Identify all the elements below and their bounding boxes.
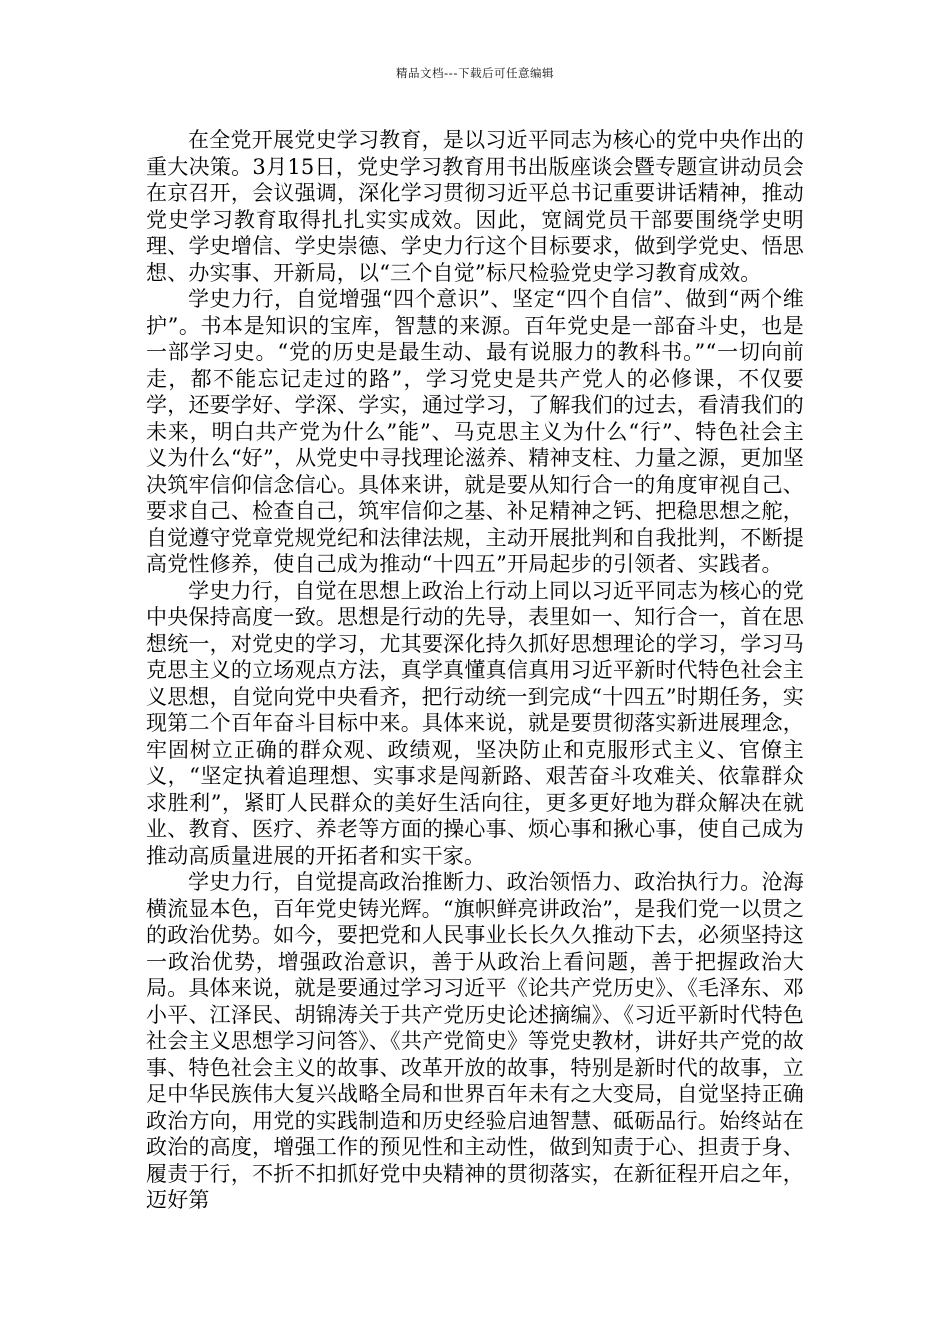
paragraph-3: 学史力行，自觉在思想上政治上行动上同以习近平同志为核心的党中央保持高度一致。思想是行动的先导，表里如一、知行合一，首在思想统一，对党史的学习，尤其要深化持久抓好思想理论的学习，学习马克思主义的立场观点方法，真学真懂真信真用习近平新时代特色社会主义思想，自觉向党中央看齐，把行动统一到完成“十四五”时期任务，实现第二个百年奋斗目标中来。具体来说，就是要贯彻落实新进展理念，牢固树立正确的群众观、政绩观，坚决防止和克服形式主义、官僚主义，“坚定执着追理想、实事求是闯新路、艰苦奋斗攻难关、依靠群众求胜利”，紧盯人民群众的美好生活向往，更多更好地为群众解决在就业、教育、医疗、养老等方面的操心事、烦心事和揪心事，使自己成为推动高质量进展的开拓者和实干家。	[146, 578, 804, 868]
paragraph-2: 学史力行，自觉增强“四个意识”、坚定“四个自信”、做到“两个维护”。书本是知识的宝库，智慧的来源。百年党史是一部奋斗史，也是一部学习史。“党的历史是最生动、最有说服力的教科书。”“一切向前走，都不能忘记走过的路”，学习党史是共产党人的必修课，不仅要学，还要学好、学深、学实，通过学习，了解我们的过去，看清我们的未来，明白共产党为什么”能”、马克思主义为什么“行”、特色社会主义为什么“好”，从党史中寻找理论滋养、精神支柱、力量之源，更加坚决筑牢信仰信念信心。具体来讲，就是要从知行合一的角度审视自己、要求自己、检查自己，筑牢信仰之基、补足精神之钙、把稳思想之舵，自觉遵守党章党规党纪和法律法规，主动开展批判和自我批判，不断提高党性修养，使自己成为推动“十四五”开局起步的引领者、实践者。	[146, 287, 804, 576]
paragraph-4: 学史力行，自觉提高政治推断力、政治领悟力、政治执行力。沧海横流显本色，百年党史铸光辉。“旗帜鲜亮讲政治”，是我们党一以贯之的政治优势。如今，要把党和人民事业长长久久推动下去，必须坚持这一政治优势，增强政治意识，善于从政治上看问题，善于把握政治大局。具体来说，就是要通过学习习近平《论共产党历史》、《毛泽东、邓小平、江泽民、胡锦涛关于共产党历史论述摘编》、《习近平新时代特色社会主义思想学习问答》、《共产党简史》等党史教材，讲好共产党的故事、特色社会主义的故事、改革开放的故事，特别是新时代的故事，立足中华民族伟大复兴战略全局和世界百年未有之大变局，自觉坚持正确政治方向，用党的实践制造和历史经验启迪智慧、砥砺品行。始终站在政治的高度，增强工作的预见性和主动性，做到知责于心、担责于身、履责于行，不折不扣抓好党中央精神的贯彻落实，在新征程开启之年，迈好第	[146, 870, 804, 1212]
page-header: 精品文档---下载后可任意编辑	[396, 66, 554, 80]
paragraph-1: 在全党开展党史学习教育，是以习近平同志为核心的党中央作出的重大决策。3月15日，党史学习教育用书出版座谈会暨专题宣讲动员会在京召开，会议强调，深化学习贯彻习近平总书记重要讲话精神，推动党史学习教育取得扎扎实实成效。因此，宽阔党员干部要围绕学史明理、学史增信、学史崇德、学史力行这个目标要求，做到学党史、悟思想、办实事、开新局，以“三个自觉”标尺检验党史学习教育成效。	[146, 128, 804, 285]
document-body	[146, 127, 804, 1214]
